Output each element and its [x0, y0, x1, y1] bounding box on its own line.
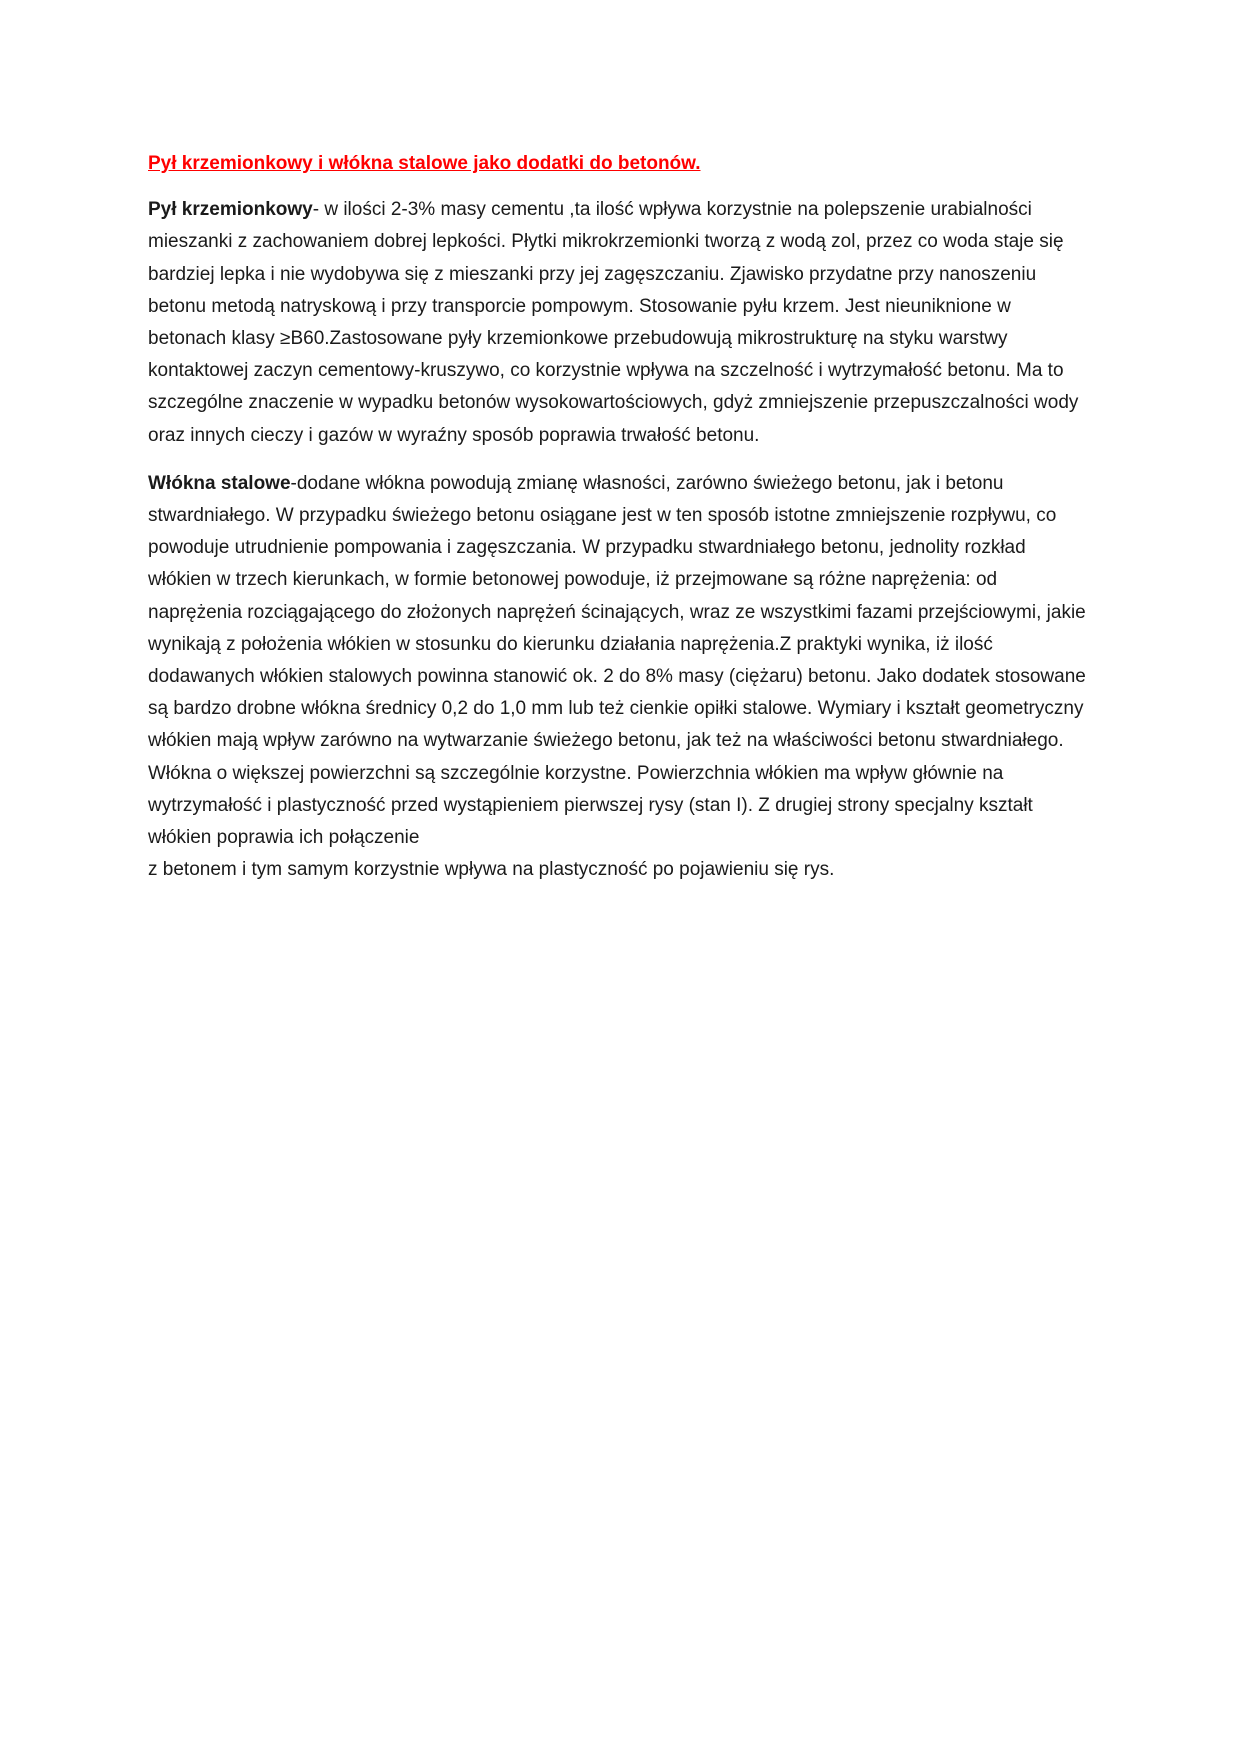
- document-body: [148, 148, 1094, 902]
- paragraph-text: -dodane włókna powodują zmianę własności, zarówno świeżego betonu, jak i betonu stwardniałego. W przypadku świeżego betonu osiągane jest w ten sposób istotne zmniejszenie rozpływu, co powoduje utrudnienie pompowania i zagęszczania. W przypadku stwardniałego betonu, jednolity rozkład włókien w trzech kierunkach, w formie betonowej powoduje, iż przejmowane są różne naprężenia: od naprężenia rozciągającego do złożonych naprężeń ścinających, wraz ze wszystkimi fazami przejściowymi, jakie wynikają z położenia włókien w stosunku do kierunku działania naprężenia.Z praktyki wynika, iż ilość dodawanych włókien stalowych powinna stanowić ok. 2 do 8% masy (ciężaru) betonu. Jako dodatek stosowane są bardzo drobne włókna średnicy 0,2 do 1,0 mm lub też cienkie opiłki stalowe. Wymiary i kształt geometryczny włókien mają wpływ zarówno na wytwarzanie świeżego betonu, jak też na właściwości betonu stwardniałego. Włókna o większej powierzchni są szczególnie korzystne. Powierzchnia włókien ma wpływ głównie na wytrzymałość i plastyczność przed wystąpieniem pierwszej rysy (stan I). Z drugiej strony specjalny kształt włókien poprawia ich połączenie: [148, 472, 1086, 849]
- paragraph-silica-fume: [148, 194, 1094, 452]
- paragraph-text: - w ilości 2-3% masy cementu ,ta ilość wpływa korzystnie na polepszenie urabialności mieszanki z zachowaniem dobrej lepkości. Płytki mikrokrzemionki tworzą z wodą zol, przez co woda staje się bardziej lepka i nie wydobywa się z mieszanki przy jej zagęszczaniu. Zjawisko przydatne przy nanoszeniu betonu metodą natryskową i przy transporcie pompowym. Stosowanie pyłu krzem. Jest nieuniknione w betonach klasy ≥B60.Zastosowane pyły krzemionkowe przebudowują mikrostrukturę na styku warstwy kontaktowej zaczyn cementowy-kruszywo, co korzystnie wpływa na szczelność i wytrzymałość betonu. Ma to szczególne znaczenie w wypadku betonów wysokowartościowych, gdyż zmniejszenie przepuszczalności wody oraz innych cieczy i gazów w wyraźny sposób poprawia trwałość betonu.: [148, 199, 1079, 446]
- paragraph-text-continued: z betonem i tym samym korzystnie wpływa na plastyczność po pojawieniu się rys.: [148, 859, 835, 881]
- paragraph-steel-fibers: [148, 468, 1094, 887]
- document-title: Pył krzemionkowy i włókna stalowe jako dodatki do betonów.: [148, 153, 701, 174]
- paragraph-term: Włókna stalowe: [148, 472, 291, 494]
- paragraph-term: Pył krzemionkowy: [148, 199, 313, 221]
